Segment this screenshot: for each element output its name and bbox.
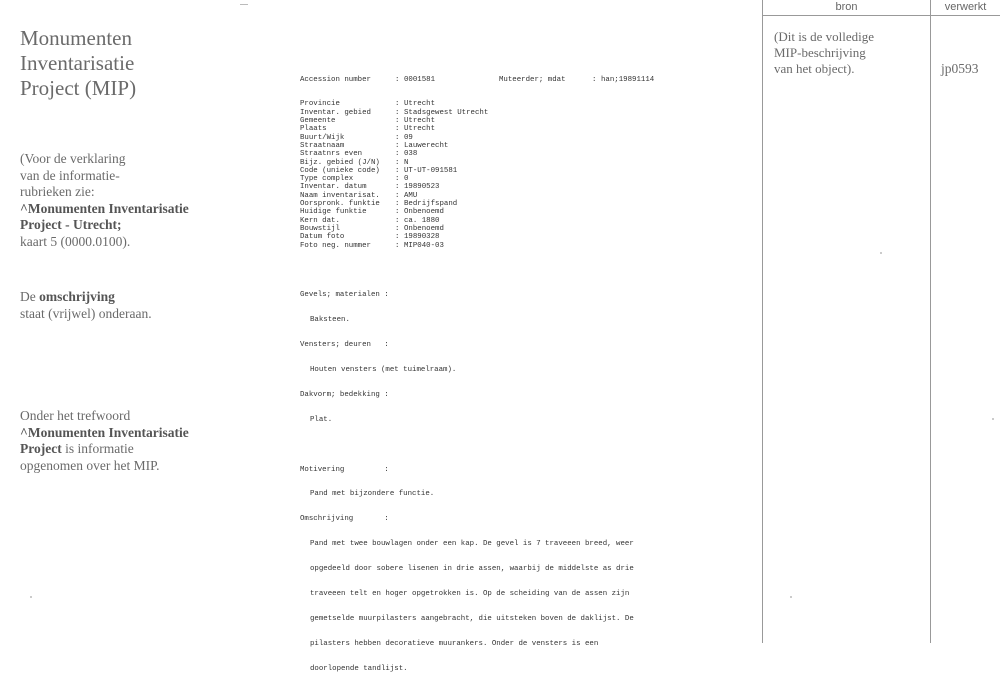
bron-line: van het object). [774,61,855,76]
reference-link-line-1[interactable]: ^Monumenten Inventarisatie [20,200,189,216]
record-row [300,167,740,175]
record-row [300,159,740,167]
trefwoord-link[interactable] [20,425,250,442]
column-divider-verwerkt [930,0,931,643]
bron-header: bron [835,1,858,13]
note-inline-text: is informatie [61,441,134,456]
field-key: Motivering : [300,465,389,474]
omschrijving-line: gemetselde muurpilasters aangebracht, die uitsteken boven de daklijst. De [310,614,634,623]
spacer [300,266,740,274]
field-value: MIP040-03 [404,241,444,250]
field-value: Utrecht [404,125,436,134]
field-separator: : [395,150,400,159]
field-value: Pand met bijzondere functie. [310,490,435,499]
field-key: Kern dat. [300,216,340,225]
title-line-2: Inventarisatie [20,51,135,75]
field-key: Foto neg. nummer [300,241,371,250]
scan-speck [30,596,32,598]
header-divider [762,15,1000,16]
field-value: ca. 1880 [404,216,440,225]
field-value: Bedrijfspand [404,200,458,209]
field-key: Omschrijving : [300,515,389,524]
field-separator: : [395,200,400,209]
field-separator: : [395,241,400,250]
field-value: 038 [404,150,418,159]
reference-link[interactable] [20,217,250,234]
field-value: 09 [404,133,413,142]
note-line: staat (vrijwel) onderaan. [20,305,152,321]
record-row [300,217,740,225]
record-row [300,100,740,108]
field-key: Oorspronk. funktie [300,200,380,209]
reference-link-line-2[interactable]: Project - Utrecht; [20,217,122,232]
field-key: Inventar. datum [300,183,367,192]
title-line-3: Project (MIP) [20,76,137,100]
bron-line: (Dit is de volledige [774,29,875,44]
record-row [300,134,740,142]
trefwoord-note [20,408,250,474]
field-separator: : [395,175,400,184]
note-line: kaart 5 (0000.0100). [20,233,131,249]
field-key: Inventar. gebied [300,108,371,117]
note-line: Onder het trefwoord [20,408,131,423]
scan-speck [790,596,792,598]
omschrijving-note [20,289,250,322]
omschrijving-line: doorlopende tandlijst. [310,664,408,673]
mip-record [300,59,740,681]
field-key: Accession number [300,75,371,84]
verwerkt-header: verwerkt [944,1,987,13]
page-title [20,26,240,101]
field-value: AMU [404,191,418,200]
note-line [20,289,250,306]
field-key: Huidige funktie [300,208,367,217]
record-row [300,142,740,150]
field-key: Plaats [300,125,327,134]
field-value: Stadsgewest Utrecht [404,108,489,117]
field-key: Buurt/Wijk [300,133,345,142]
field-value: 19890523 [404,183,440,192]
column-divider-bron [762,0,763,643]
field-value: Onbenoemd [404,208,444,217]
record-row [300,233,740,241]
field-separator: : [395,208,400,217]
omschrijving-line: opgedeeld door sobere lisenen in drie assen, waarbij de middelste as drie [310,565,634,574]
field-key: Bouwstijl [300,224,340,233]
field-key: Gevels; materialen : [300,291,389,300]
field-value: Lauwerecht [404,141,449,150]
field-separator: : [395,117,400,126]
scan-speck [880,252,882,254]
field-key: Gemeente [300,117,336,126]
field-value: han;19891114 [601,75,655,84]
record-row [300,183,740,191]
title-line-1: Monumenten [20,26,132,50]
note-line: van de informatie- [20,167,120,183]
field-value: Utrecht [404,117,436,126]
rubrieken-note [20,151,250,250]
field-separator: : [395,108,400,117]
note-line: opgenomen over het MIP. [20,457,160,473]
field-key: Naam inventarisat. [300,191,380,200]
trefwoord-link-line-2[interactable]: Project [20,441,62,456]
field-separator: : [395,158,400,167]
record-fields [300,100,740,249]
field-key: Type complex [300,175,354,184]
field-value: Houten vensters (met tuimelraam). [310,365,457,374]
field-value: N [404,158,409,167]
field-value: 0 [404,175,409,184]
field-key: Code (unieke code) [300,166,380,175]
scan-speck [992,418,994,420]
field-separator: : [395,100,400,109]
field-key: Dakvorm; bedekking : [300,390,389,399]
record-row [300,208,740,216]
bron-cell [774,29,924,77]
note-line: (Voor de verklaring [20,151,126,166]
record-row [300,150,740,158]
note-prefix: De [20,289,40,304]
omschrijving-keyword: omschrijving [39,289,115,304]
field-value: Utrecht [404,100,436,109]
record-row [300,200,740,208]
field-key: Bijz. gebied (J/N) [300,158,380,167]
field-key: Datum foto [300,233,345,242]
omschrijving-line: pilasters hebben decoratieve muurankers. Onder de vensters is een [310,639,599,648]
spacer [300,441,740,449]
record-row [300,225,740,233]
field-separator: : [395,224,400,233]
field-separator: : [395,75,400,84]
field-value: Plat. [310,415,333,424]
omschrijving-line: traveeen telt en hoger opgetrokken is. Op de scheiding van de assen zijn [310,590,630,598]
field-key: Provincie [300,100,340,109]
bron-line: MIP-beschrijving [774,45,866,60]
field-separator: : [395,233,400,242]
field-value: 0001581 [404,75,436,84]
field-key: Vensters; deuren : [300,341,389,350]
field-separator: : [395,125,400,134]
field-separator: : [395,183,400,192]
field-value: UT-UT-091581 [404,166,458,175]
record-row [300,117,740,125]
trefwoord-link-line-1[interactable]: ^Monumenten Inventarisatie [20,424,189,440]
note-line [20,441,250,458]
note-line: rubrieken zie: [20,184,95,199]
field-key: Straatnaam [300,141,345,150]
field-separator: : [592,75,597,84]
field-separator: : [395,191,400,200]
field-separator: : [395,166,400,175]
verwerkt-cell: jp0593 [941,61,979,76]
record-row [300,109,740,117]
record-row [300,175,740,183]
record-row [300,192,740,200]
record-row [300,242,740,250]
field-value: Baksteen. [310,316,350,325]
field-separator: : [395,133,400,142]
field-value: 19890328 [404,233,440,242]
omschrijving-line: Pand met twee bouwlagen onder een kap. De gevel is 7 traveeen breed, weer [310,540,634,549]
field-value: Onbenoemd [404,224,444,233]
field-key: Straatnrs even [300,150,363,159]
scan-speck [240,4,248,5]
field-separator: : [395,141,400,150]
field-key: Muteerder; mdat [499,75,566,84]
record-row-accession [300,76,740,84]
field-separator: : [395,216,400,225]
record-row [300,125,740,133]
reference-link[interactable] [20,201,250,218]
